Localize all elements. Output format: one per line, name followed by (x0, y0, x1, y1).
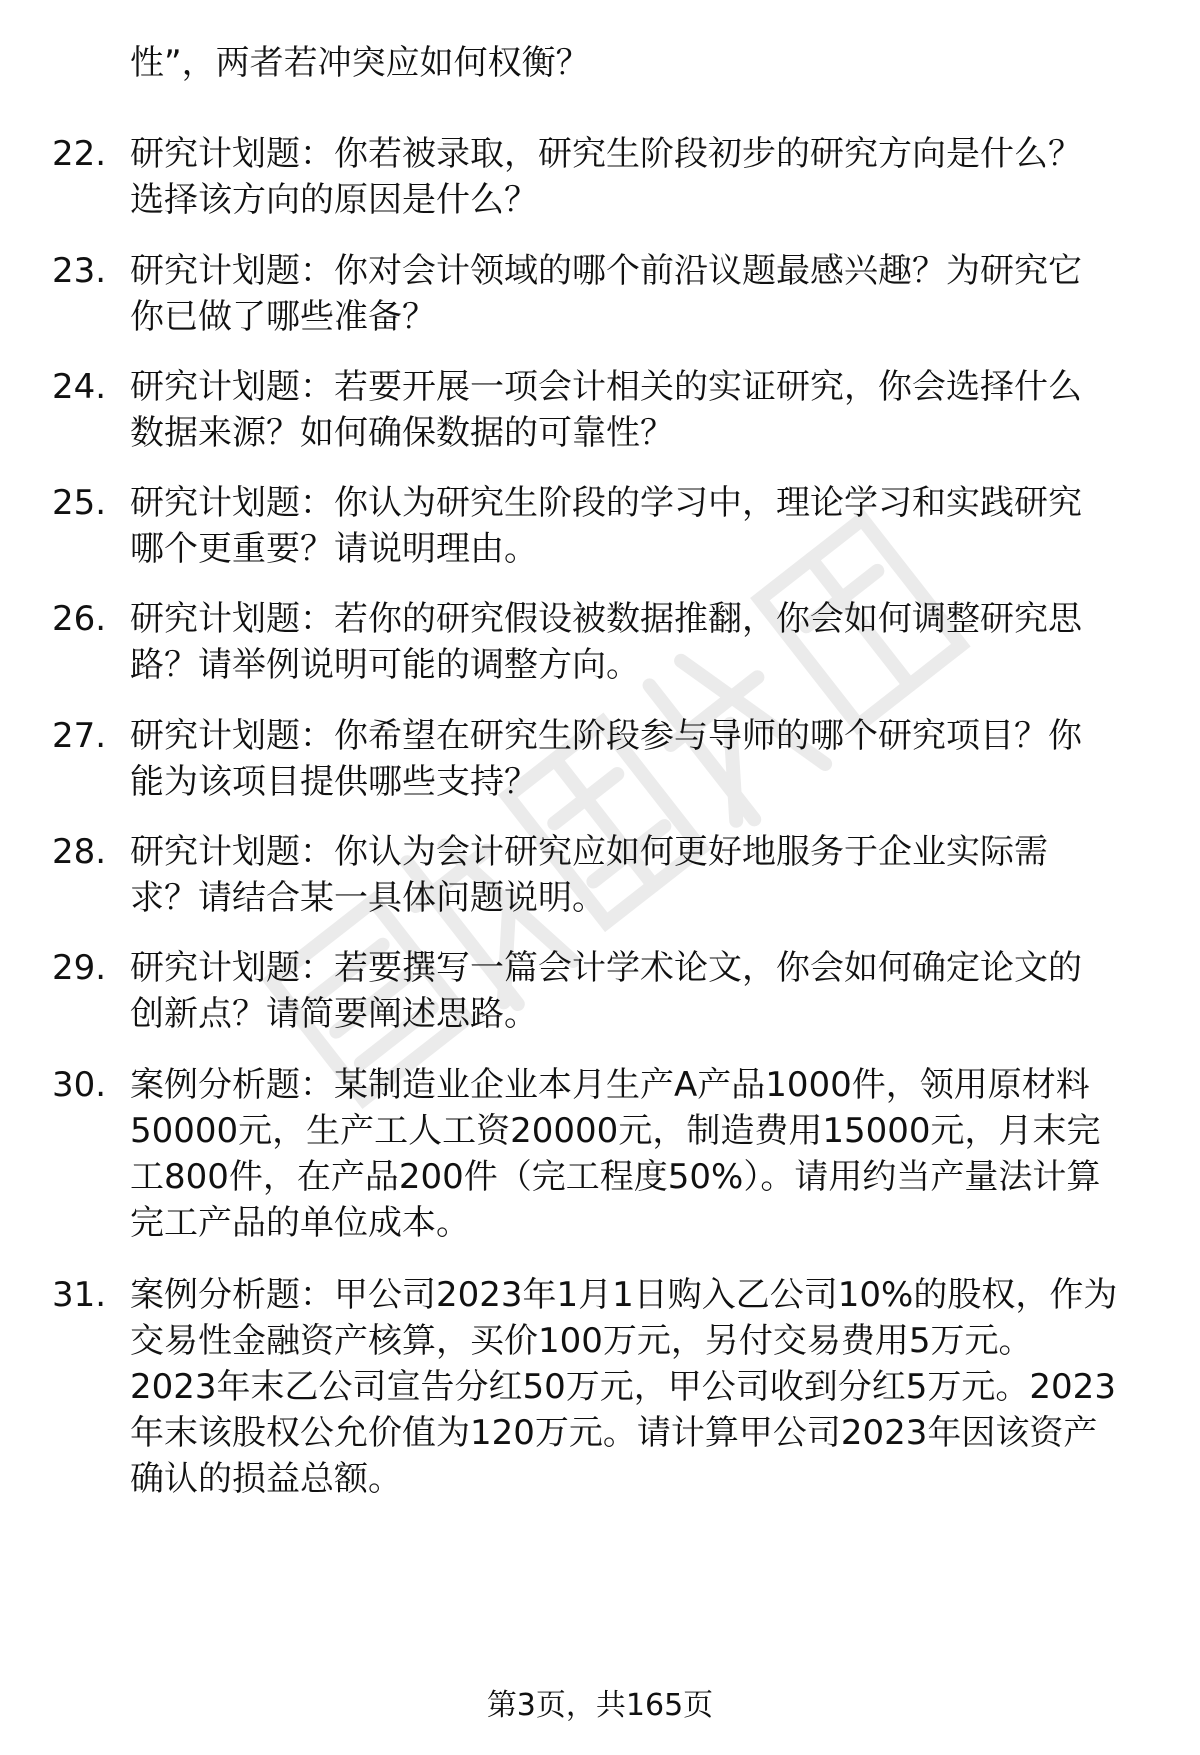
question-text-line: 性”，两者若冲突应如何权衡？ (130, 43, 590, 83)
question-text-line: 研究计划题：你认为研究生阶段的学习中，理论学习和实践研究 (130, 483, 1082, 523)
question-text-line: 案例分析题：甲公司2023年1月1日购入乙公司10%的股权，作为 (130, 1275, 1118, 1315)
question-number: 30. (52, 1065, 107, 1105)
question-text-line: 你已做了哪些准备？ (130, 297, 436, 337)
question-text-line: 确认的损益总额。 (130, 1459, 402, 1499)
question-text-line: 路？请举例说明可能的调整方向。 (130, 645, 640, 685)
question-number: 22. (52, 134, 107, 174)
question-number: 25. (52, 483, 107, 523)
question-text-line: 交易性金融资产核算，买价100万元，另付交易费用5万元。 (130, 1321, 1033, 1361)
question-text-line: 数据来源？如何确保数据的可靠性？ (130, 413, 674, 453)
question-number: 24. (52, 367, 107, 407)
question-text-line: 工800件，在产品200件（完工程度50%）。请用约当产量法计算 (130, 1157, 1101, 1197)
question-text-line: 求？请结合某一具体问题说明。 (130, 878, 606, 918)
question-text-line: 研究计划题：若你的研究假设被数据推翻，你会如何调整研究思 (130, 599, 1082, 639)
question-text-line: 哪个更重要？请说明理由。 (130, 529, 538, 569)
question-text-line: 完工产品的单位成本。 (130, 1203, 470, 1243)
question-text-line: 50000元，生产工人工资20000元，制造费用15000元，月末完 (130, 1111, 1101, 1151)
question-text-line: 案例分析题：某制造业企业本月生产A产品1000件，领用原材料 (130, 1065, 1090, 1105)
question-text-line: 研究计划题：你希望在研究生阶段参与导师的哪个研究项目？你 (130, 716, 1082, 756)
question-text-line: 年末该股权公允价值为120万元。请计算甲公司2023年因该资产 (130, 1413, 1098, 1453)
question-number: 26. (52, 599, 107, 639)
question-number: 31. (52, 1275, 107, 1315)
question-text-line: 创新点？请简要阐述思路。 (130, 994, 538, 1034)
question-text-line: 选择该方向的原因是什么？ (130, 180, 538, 220)
question-text-line: 能为该项目提供哪些支持？ (130, 762, 538, 802)
question-number: 23. (52, 251, 107, 291)
question-text-line: 研究计划题：你若被录取，研究生阶段初步的研究方向是什么？ (130, 134, 1082, 174)
question-number: 28. (52, 832, 107, 872)
question-text-line: 研究计划题：若要开展一项会计相关的实证研究，你会选择什么 (130, 367, 1082, 407)
question-text-line: 2023年末乙公司宣告分红50万元，甲公司收到分红5万元。2023 (130, 1367, 1116, 1407)
question-number: 29. (52, 948, 107, 988)
question-text-line: 研究计划题：你认为会计研究应如何更好地服务于企业实际需 (130, 832, 1048, 872)
question-number: 27. (52, 716, 107, 756)
question-text-line: 研究计划题：你对会计领域的哪个前沿议题最感兴趣？为研究它 (130, 251, 1082, 291)
question-text-line: 研究计划题：若要撰写一篇会计学术论文，你会如何确定论文的 (130, 948, 1082, 988)
page-footer: 第3页，共165页 (486, 1688, 714, 1723)
